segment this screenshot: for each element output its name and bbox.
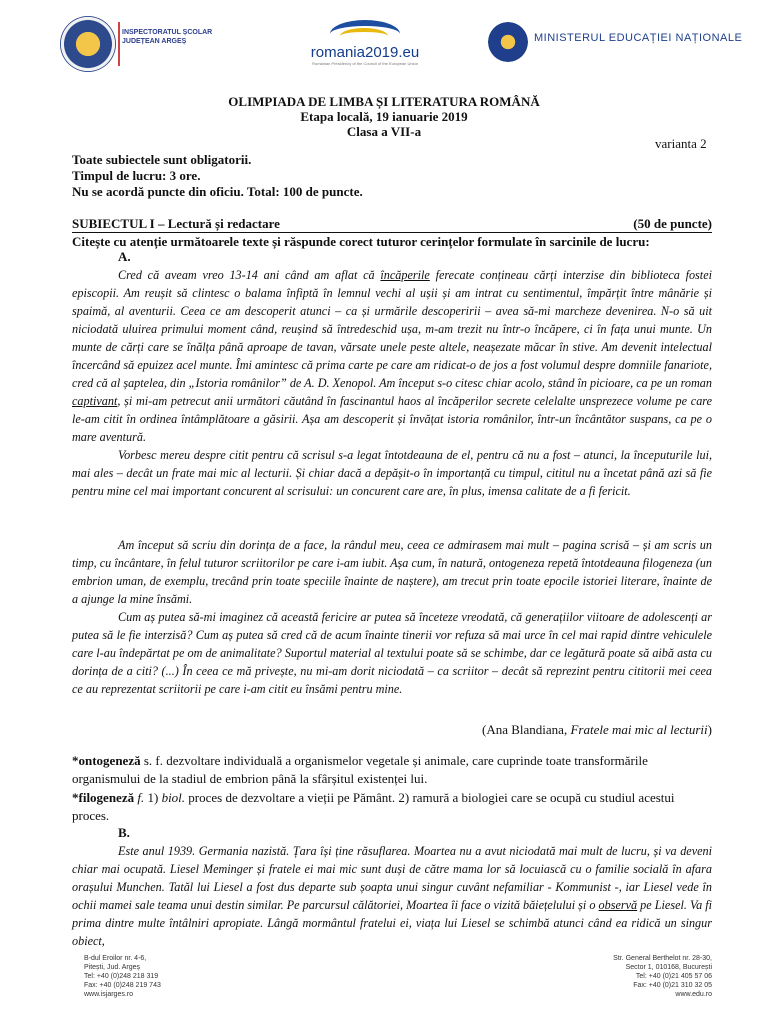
text-a-paragraph-3: Am început să scriu din dorința de a face, la rândul meu, ceea ce admirasem mai mult – pagina scrisă – și am scris un timp, cu încântare, în felul tuturor scriitorilor pe care i-am iubit. Așa cum, în natură, ontogeneza repetă întotdeauna filogeneza (un embrion uman, de exemplu, trecând prin toate speciile înainte de naștere), am trecut prin toate epocile istoriei literare, înainte de a ajunge la mine însămi. [72,538,712,606]
rule-mandatory: Toate subiectele sunt obligatorii. [72,152,252,167]
page-header [0,0,768,84]
subject-points: (50 de puncte) [633,216,712,231]
footer-left-line2: Pitești, Jud. Argeș [84,964,141,971]
underlined-word-captivant: captivant [72,394,118,408]
romania2019-arc-icon [330,20,400,48]
glossary-filogeneza [72,789,712,825]
source-title: Fratele mai mic al lecturii [570,722,708,737]
glossary-def-ontogeneza: s. f. dezvoltare individuală a organismelor vegetale și animale, care cuprinde toate transformările organismului de la stadiul de embrion până la sfârșitul existenței lui. [72,753,648,786]
subject-instruction: Citește cu atenție următoarele texte și răspunde corect tuturor cerințelor formulate în sarcinile de lucru: [72,234,650,249]
romania2019-logo [290,20,440,66]
grade-level: Clasa a VII-a [346,124,422,139]
stage-date: Etapa locală, 19 ianuarie 2019 [300,109,468,124]
text-a-p1-part1: Cred că aveam vreo 13-14 ani când am aflat că [118,268,381,282]
rule-points: Nu se acordă puncte din oficiu. Total: 100 de puncte. [72,184,363,199]
source-author: (Ana Blandiana, [482,722,571,737]
source-end: ) [707,722,712,737]
section-a-letter: A. [118,249,131,264]
text-b-paragraph-1 [72,842,712,950]
text-a-p1-part3: , și mi-am petrecut anii următori căutând în fascinantul haos al încăperilor secrete celelalte unsprezece volume pe care le-am citit în ordinea întâmplătoare a găsirii. Așa am descoperit și învățat istoria românilor, într-un încântător suspans, ca pe o mare aventură. [72,394,712,444]
subject-heading [72,216,712,233]
text-b-p1-part1: Este anul 1939. Germania nazistă. Țara își ține răsuflarea. Moartea nu a avut niciodată mai mult de lucru, și va deveni chiar mai ocupată. Liesel Meminger și fratele ei mai mic sunt duși de către mama lor să locuiască cu o familie socială în afara orașului Munchen. Tatăl lui Liesel a fost dus departe sub șoapta unui singur cuvânt nefamiliar - Kommunist -, iar Liesel vede în ochii mamei sale teama unui destin similar. Pe parcursul călătoriei, Moartea îi face o vizită băiețelului și o [72,844,712,912]
footer-right-line3: Tel: +40 (0)21 405 57 06 [635,973,712,980]
text-a-paragraph-2: Vorbesc mereu despre citit pentru că scrisul s-a legat întotdeauna de el, pentru că nu a fost – atunci, la începuturile lui, mai ales – decât un frate mai mic al lecturii. Și chiar dacă a depășit-o în importanță cu timpul, cititul nu a încetat până azi să fie pentru mine cel mai important concurent al scrisului: un concurent care are, în plus, imensa calitate de a fi fericit. [72,448,712,498]
olympiad-title: OLIMPIADA DE LIMBA ȘI LITERATURA ROMÂNĂ [228,94,540,109]
header-divider [118,22,120,66]
rule-time: Timpul de lucru: 3 ore. [72,168,201,183]
section-b-letter: B. [118,825,130,840]
footer-right-website[interactable]: www.edu.ro [675,991,712,998]
text-a-source [72,722,712,738]
page-footer [0,950,768,1024]
footer-left-website[interactable]: www.isjarges.ro [84,991,134,998]
romania2019-subtitle: Romanian Presidency of the Council of the European Union [312,61,418,66]
ministry-crest-icon [488,22,528,62]
text-a-paragraph-4: Cum aș putea să-mi imaginez că această fericire ar putea să înceteze vreodată, că generațiilor viitoare de adolescenți ar putea să le fie interzisă? Cum aș putea să cred că de acum înainte tinerii vor refuza să mai urce în cel mai rapid dintre vehiculele care l-au îndepărtat pe om de animalitate? Suportul material al textului poate să se schimbe, dar ce legătură poate să aibă asta cu dorința de a citi? (...) În ceea ce mă privește, nu mi-am dorit niciodată – ca scriitor – decât să reprezint pentru cititorii mei ceea ce au reprezentat scriitorii pe care i-am citit eu însămi pentru mine. [72,610,712,696]
footer-right-line4: Fax: +40 (0)21 310 32 05 [633,982,712,989]
footer-left-line4: Fax: +40 (0)248 219 743 [84,982,161,989]
subject-title: SUBIECTUL I – Lectură și redactare [72,216,280,231]
footer-ministry-address [613,954,712,999]
text-b-p1-part2: pe Liesel. Va fi prima dintre multe întâlniri apropiate. Lângă mormântul fratelui ei, viața lui Liesel se schimbă atunci când ea ridică un singur obiect, [72,898,712,948]
text-a-p1-part2: ferecate conțineau cărți interzise din biblioteca fostei episcopii. Am reușit să clintesc o balama înfiptă în lemnul vechi al ușii și am intrat cu sentimentul, împărțit între mânărie și spaimă, al aventurii. Ceea ce am descoperit atunci – ca și urmările descoperirii – avea să-mi marcheze devenirea. N-o să uit niciodată uluirea primului moment când, reușind să întredeschid ușa, m-am trezit nu într-o încăpere, ci în fața unui munte. Un munte de cărți care se înălța până aproape de tavan, vărsate unele peste altele, neașezate măcar în stive. Am devenit intelectual încercând să epuizez acel munte. Îmi amintesc că prima carte pe care am ridicat-o de jos a fost volumul despre domniile fanariote, cred că al șaptelea, din „Istoria românilor” de A. D. Xenopol. Am început s-o citesc chiar acolo, stând în picioare, ca pe un roman [72,268,712,390]
footer-isj-address [84,954,161,999]
footer-left-line1: B-dul Eroilor nr. 4-6, [84,955,147,962]
underlined-word-observa: observă [598,898,638,912]
glossary-def-filogeneza-2: proces de dezvoltare a vieții pe Pământ. 2) ramură a biologiei care se ocupă cu studiul acestui proces. [72,790,675,823]
footer-right-line1: Str. General Berthelot nr. 28-30, [613,955,712,962]
glossary-gram-filogeneza: f. [134,790,148,805]
isj-name: INSPECTORATUL ȘCOLAR JUDEȚEAN ARGEȘ [122,29,213,45]
glossary-biol-abbrev: biol. [161,790,186,805]
glossary-def-filogeneza-1: 1) [147,790,162,805]
text-a-paragraph-1 [72,266,712,446]
variant-label: varianta 2 [655,136,707,151]
glossary-ontogeneza [72,752,712,788]
underlined-word-incaperile: încăperile [380,268,430,282]
glossary-term-filogeneza: *filogeneză [72,790,135,805]
glossary-term-ontogeneza: *ontogeneză [72,753,141,768]
footer-left-line3: Tel: +40 (0)248 218 319 [84,973,159,980]
ministry-name: MINISTERUL EDUCAȚIEI NAȚIONALE [534,32,743,44]
footer-right-line2: Sector 1, 010168, București [625,964,712,971]
isj-logo-icon [60,16,116,72]
romania2019-name: romania2019.eu [310,44,420,61]
